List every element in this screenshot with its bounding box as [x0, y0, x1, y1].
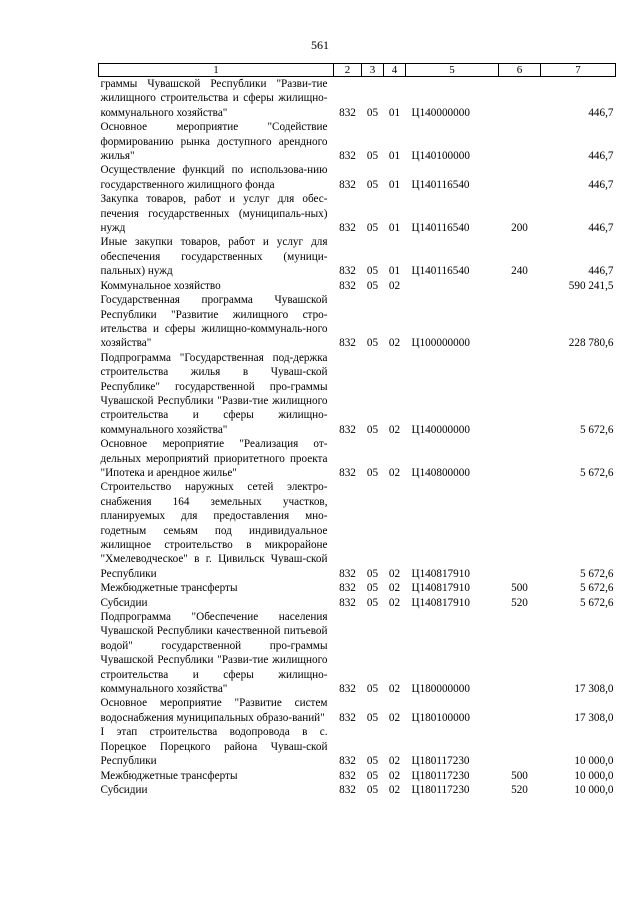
- ministry-code: 832: [339, 423, 356, 436]
- expense-type-code: 240: [511, 265, 528, 278]
- row-name: Государственная программа Чувашской Республики "Развитие жилищного стро-ительства и сферы жилищно-коммуналь-ного хозяйства": [100, 294, 328, 350]
- amount: 5 672,6: [579, 582, 614, 595]
- expense-type-code: [499, 696, 541, 725]
- amount: 17 308,0: [574, 711, 614, 724]
- amount: 590 241,5: [568, 279, 614, 292]
- section-code: 05: [366, 423, 379, 436]
- ministry-code: 832: [339, 279, 356, 292]
- page-number: 561: [311, 38, 329, 52]
- ministry-code: 832: [339, 150, 356, 163]
- expense-type-code: [499, 279, 541, 293]
- column-header: 7: [541, 64, 616, 77]
- ministry-code: 832: [339, 222, 356, 235]
- row-name: Подпрограмма "Государственная под-держка строительства жилья в Чуваш-ской Республике" государственной про-граммы Чувашской Республики "Разви-тие жилищного строительства и сферы жилищно-коммунального хозяйства": [100, 351, 328, 436]
- target-article-code: [406, 279, 499, 293]
- table-row: [99, 769, 616, 783]
- subsection-code: 02: [388, 466, 401, 479]
- target-article-code: Ц180000000: [411, 683, 470, 696]
- subsection-code: 02: [388, 582, 401, 595]
- amount: 446,7: [588, 150, 614, 163]
- section-code: 05: [366, 711, 379, 724]
- target-article-code: Ц140116540: [411, 178, 470, 191]
- ministry-code: 832: [339, 178, 356, 191]
- table-row: [99, 293, 616, 351]
- table-header: [99, 64, 616, 77]
- ministry-code: 832: [339, 106, 356, 119]
- table-row: [99, 725, 616, 768]
- ministry-code: 832: [339, 769, 356, 782]
- table-row: [99, 437, 616, 480]
- section-code: 05: [366, 222, 379, 235]
- row-name: I этап строительства водопровода в с. Порецкое Порецкого района Чуваш-ской Республики: [100, 726, 328, 768]
- table-row: [99, 480, 616, 581]
- subsection-code: 01: [388, 106, 401, 119]
- column-header: 1: [99, 64, 334, 77]
- expense-type-code: [499, 437, 541, 480]
- table-row: [99, 783, 616, 797]
- target-article-code: Ц100000000: [411, 337, 470, 350]
- subsection-code: 01: [388, 178, 401, 191]
- row-name: Основное мероприятие "Содействие формированию рынка доступного арендного жилья": [100, 121, 328, 163]
- column-header: 4: [384, 64, 406, 77]
- table-row: [99, 610, 616, 696]
- ministry-code: 832: [339, 265, 356, 278]
- section-code: 05: [366, 683, 379, 696]
- target-article-code: Ц180100000: [411, 711, 470, 724]
- row-name: Межбюджетные трансферты: [100, 582, 238, 595]
- amount: 10 000,0: [574, 755, 614, 768]
- amount: 5 672,6: [579, 423, 614, 436]
- subsection-code: 02: [388, 783, 401, 796]
- header-row: [99, 64, 616, 77]
- subsection-code: 02: [388, 769, 401, 782]
- ministry-code: 832: [339, 596, 356, 609]
- expense-type-code: 500: [511, 769, 528, 782]
- ministry-code: 832: [339, 582, 356, 595]
- subsection-code: 02: [388, 683, 401, 696]
- expense-type-code: [499, 163, 541, 192]
- subsection-code: 02: [388, 596, 401, 609]
- ministry-code: 832: [339, 567, 356, 580]
- table-row: [99, 596, 616, 610]
- ministry-code: 832: [339, 783, 356, 796]
- amount: 446,7: [588, 178, 614, 191]
- expense-type-code: 520: [511, 783, 528, 796]
- row-name: Осуществление функций по использова-нию государственного жилищного фонда: [100, 164, 328, 191]
- column-header: 3: [362, 64, 384, 77]
- target-article-code: Ц140116540: [411, 265, 470, 278]
- subsection-code: 01: [388, 222, 401, 235]
- column-header: 6: [499, 64, 541, 77]
- section-code: 05: [366, 150, 379, 163]
- amount: 5 672,6: [579, 567, 614, 580]
- ministry-code: 832: [339, 337, 356, 350]
- amount: 17 308,0: [574, 683, 614, 696]
- amount: 10 000,0: [574, 783, 614, 796]
- section-code: 05: [366, 265, 379, 278]
- subsection-code: 01: [388, 265, 401, 278]
- expense-type-code: 520: [511, 596, 528, 609]
- section-code: 05: [366, 178, 379, 191]
- ministry-code: 832: [339, 711, 356, 724]
- section-code: 05: [366, 769, 379, 782]
- target-article-code: Ц140800000: [411, 466, 470, 479]
- amount: 10 000,0: [574, 769, 614, 782]
- target-article-code: Ц140817910: [411, 567, 470, 580]
- amount: 446,7: [588, 265, 614, 278]
- column-header: 2: [334, 64, 362, 77]
- amount: 446,7: [588, 222, 614, 235]
- table-body: [99, 77, 616, 798]
- column-header: 5: [406, 64, 499, 77]
- amount: 5 672,6: [579, 466, 614, 479]
- expense-type-code: 500: [511, 582, 528, 595]
- table-row: [99, 696, 616, 725]
- target-article-code: Ц180117230: [411, 783, 470, 796]
- target-article-code: Ц140000000: [411, 106, 470, 119]
- budget-table: [98, 63, 616, 797]
- expense-type-code: [499, 351, 541, 437]
- subsection-code: 02: [388, 279, 401, 292]
- row-name: Строительство наружных сетей электро-снабжения 164 земельных участков, планируемых для предоставления мно-годетным семьям под индивидуальное жилищное строительство в микрорайоне "Хмелеводческое" в г. Цивильск Чуваш-ской Республики: [100, 481, 328, 580]
- ministry-code: 832: [339, 755, 356, 768]
- table-row: [99, 351, 616, 437]
- table-row: [99, 235, 616, 278]
- expense-type-code: [499, 610, 541, 696]
- ministry-code: 832: [339, 466, 356, 479]
- section-code: 05: [366, 279, 379, 292]
- row-name: Основное мероприятие "Реализация от-дельных мероприятий приоритетного проекта "Ипотека и арендное жилье": [100, 438, 328, 479]
- row-name: Субсидии: [100, 596, 148, 609]
- table-row: [99, 581, 616, 595]
- subsection-code: 02: [388, 423, 401, 436]
- section-code: 05: [366, 466, 379, 479]
- row-name: граммы Чувашской Республики "Разви-тие жилищного строительства и сферы жилищно-коммунального хозяйства": [100, 78, 328, 119]
- section-code: 05: [366, 755, 379, 768]
- expense-type-code: [499, 77, 541, 121]
- target-article-code: Ц140100000: [411, 150, 470, 163]
- table-row: [99, 279, 616, 293]
- ministry-code: 832: [339, 683, 356, 696]
- amount: 5 672,6: [579, 596, 614, 609]
- row-name: Межбюджетные трансферты: [100, 769, 238, 782]
- expense-type-code: [499, 480, 541, 581]
- table-row: [99, 163, 616, 192]
- subsection-code: 02: [388, 711, 401, 724]
- row-name: Субсидии: [100, 783, 148, 796]
- table-row: [99, 77, 616, 121]
- subsection-code: 02: [388, 567, 401, 580]
- subsection-code: 02: [388, 755, 401, 768]
- target-article-code: Ц140000000: [411, 423, 470, 436]
- subsection-code: 01: [388, 150, 401, 163]
- expense-type-code: [499, 293, 541, 351]
- amount: 228 780,6: [568, 337, 614, 350]
- subsection-code: 02: [388, 337, 401, 350]
- amount: 446,7: [588, 106, 614, 119]
- expense-type-code: [499, 725, 541, 768]
- expense-type-code: 200: [511, 222, 528, 235]
- row-name: Основное мероприятие "Развитие систем водоснабжения муниципальных образо-ваний": [100, 697, 328, 724]
- target-article-code: Ц180117230: [411, 769, 470, 782]
- row-name: Закупка товаров, работ и услуг для обес-печения государственных (муниципаль-ных) нужд: [100, 193, 328, 235]
- row-name: Подпрограмма "Обеспечение населения Чувашской Республики качественной питьевой водой" государственной про-граммы Чувашской Республики "Разви-тие жилищного строительства и сферы жилищно-коммунального хозяйства": [100, 611, 328, 696]
- section-code: 05: [366, 582, 379, 595]
- expense-type-code: [499, 120, 541, 163]
- target-article-code: Ц140116540: [411, 222, 470, 235]
- target-article-code: Ц140817910: [411, 596, 470, 609]
- section-code: 05: [366, 596, 379, 609]
- target-article-code: Ц140817910: [411, 582, 470, 595]
- section-code: 05: [366, 106, 379, 119]
- row-name: Иные закупки товаров, работ и услуг для обеспечения государственных (муници-пальных) нужд: [100, 236, 328, 278]
- table-row: [99, 192, 616, 235]
- section-code: 05: [366, 783, 379, 796]
- row-name: Коммунальное хозяйство: [100, 279, 221, 292]
- target-article-code: Ц180117230: [411, 755, 470, 768]
- section-code: 05: [366, 567, 379, 580]
- table-row: [99, 120, 616, 163]
- section-code: 05: [366, 337, 379, 350]
